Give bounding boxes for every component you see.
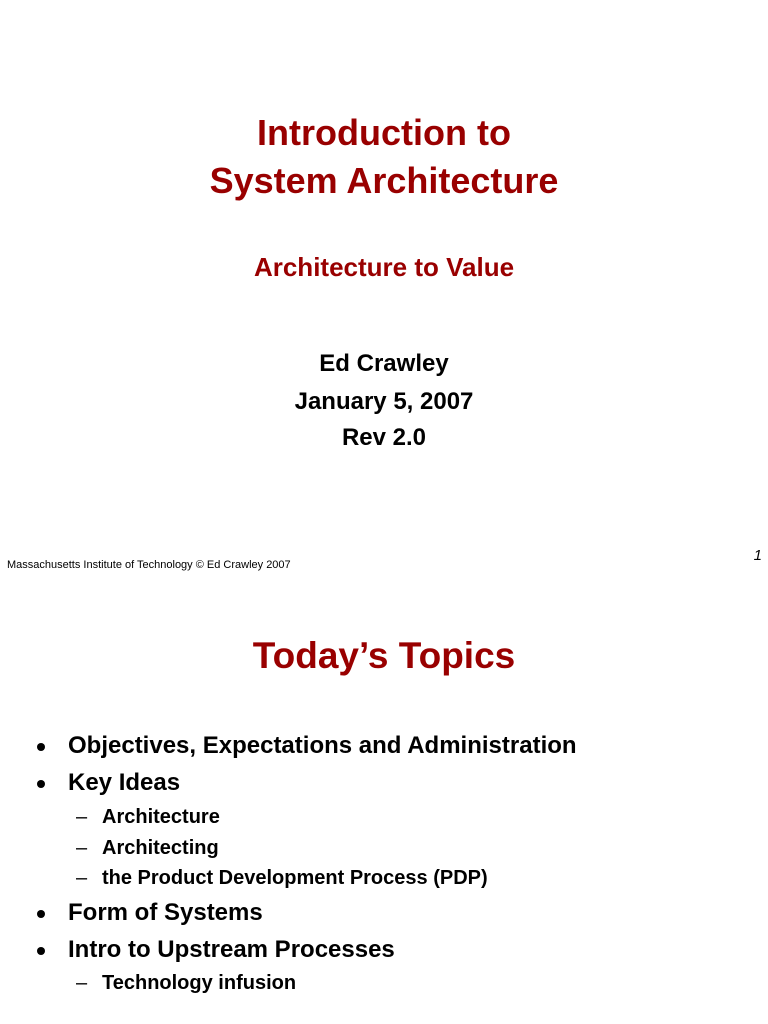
slide-title-line-1: Introduction to	[257, 112, 511, 153]
dash-icon: –	[76, 806, 88, 828]
bullet-dot-icon	[37, 743, 45, 751]
bullet-dot-icon	[37, 780, 45, 788]
dash-icon: –	[76, 837, 88, 859]
dash-icon: –	[76, 867, 88, 889]
topics-slide	[0, 590, 768, 1024]
sub-bullet-text: Architecting	[102, 837, 219, 859]
bullet-text: Intro to Upstream Processes	[68, 936, 395, 963]
bullet-dot-icon	[37, 910, 45, 918]
slide-subtitle: Architecture to Value	[253, 252, 515, 282]
topics-title: Today’s Topics	[252, 635, 516, 676]
dash-icon: –	[76, 972, 88, 994]
slide-title-line-2: System Architecture	[209, 160, 559, 201]
bullet-text: Form of Systems	[68, 899, 263, 926]
bullet-dot-icon	[37, 947, 45, 955]
sub-bullet-text: the Product Development Process (PDP)	[102, 867, 488, 889]
sub-bullet-text: Technology infusion	[102, 972, 297, 994]
revision-label: Rev 2.0	[341, 424, 427, 451]
author-name: Ed Crawley	[319, 350, 449, 377]
bullet-text: Objectives, Expectations and Administration	[68, 732, 577, 759]
slide-footer: Massachusetts Institute of Technology © Ed Crawley 2007	[7, 559, 291, 571]
bullet-text: Key Ideas	[68, 769, 181, 796]
presentation-date: January 5, 2007	[294, 388, 474, 415]
sub-bullet-text: Architecture	[102, 806, 220, 828]
page-number: 1	[753, 547, 762, 564]
